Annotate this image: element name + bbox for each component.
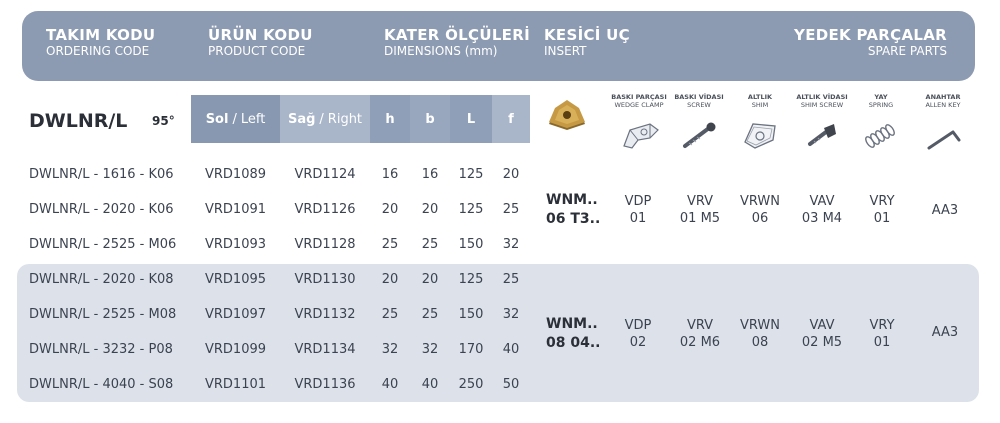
col-h-label: h	[385, 111, 395, 127]
cell-b: 20	[421, 202, 439, 217]
header-spare-parts-sub: SPARE PARTS	[867, 44, 947, 58]
col-b-label: b	[425, 111, 435, 127]
model-angle: 95°	[152, 114, 175, 128]
group-06-spring	[852, 193, 912, 227]
cell-f: 32	[502, 237, 520, 252]
cell-h: 25	[381, 237, 399, 252]
header-ordering-code	[46, 26, 155, 59]
group-06-screw	[670, 193, 730, 227]
cell-L: 125	[458, 272, 484, 287]
group-08-shim-screw-l1: VAV	[809, 318, 835, 333]
header-dimensions	[384, 26, 530, 59]
cell-product-right: VRD1130	[294, 272, 356, 287]
cell-product-right: VRD1134	[294, 342, 356, 357]
group-06-key: AA3	[931, 203, 959, 218]
group-06-insert	[546, 191, 600, 229]
spare-header-shim-tr: ALTLIK	[747, 93, 773, 101]
group-08-clamp-l2: 02	[629, 335, 647, 350]
cell-product-left: VRD1097	[204, 307, 267, 322]
col-right-sep: /	[319, 111, 324, 127]
col-left-en: Left	[240, 111, 266, 127]
group-06-insert-line1: WNM..	[546, 192, 598, 208]
group-06-screw-l1: VRV	[686, 194, 714, 209]
cell-h: 20	[381, 202, 399, 217]
group-08-shim-screw	[790, 317, 854, 351]
cell-b: 20	[421, 272, 439, 287]
cell-ordering-code: DWLNR/L - 4040 - S08	[29, 377, 174, 392]
spare-header-shim-screw-en: SHIM SCREW	[800, 101, 844, 109]
insert-icon	[545, 98, 589, 134]
header-dimensions-sub: DIMENSIONS (mm)	[384, 44, 498, 58]
col-header-left	[191, 95, 280, 143]
model-name: DWLNR/L	[29, 110, 128, 132]
col-L-label: L	[466, 111, 476, 127]
header-insert	[544, 26, 630, 59]
cell-f: 20	[502, 167, 520, 182]
spring-icon	[862, 118, 902, 152]
header-insert-title: KESİCİ UÇ	[544, 26, 630, 44]
cell-f: 25	[502, 202, 520, 217]
cell-product-left: VRD1093	[204, 237, 267, 252]
cell-product-left: VRD1095	[204, 272, 267, 287]
group-06-shim-l2: 06	[751, 211, 769, 226]
cell-b: 25	[421, 237, 439, 252]
spare-header-spring	[846, 93, 916, 109]
screw-icon	[679, 118, 719, 152]
col-right-tr: Sağ	[287, 111, 316, 127]
group-08-spring-l2: 01	[873, 335, 891, 350]
shim-icon	[739, 118, 781, 152]
cell-h: 40	[381, 377, 399, 392]
header-spare-parts	[794, 26, 947, 59]
cell-L: 170	[458, 342, 484, 357]
group-06-shim	[730, 193, 790, 227]
col-left-tr: Sol	[205, 111, 229, 127]
group-08-spring	[852, 317, 912, 351]
cell-f: 50	[502, 377, 520, 392]
cell-h: 16	[381, 167, 399, 182]
cell-product-left: VRD1091	[204, 202, 267, 217]
group-08-insert	[546, 315, 600, 353]
group-08-screw	[670, 317, 730, 351]
spare-header-key-tr: ANAHTAR	[925, 93, 961, 101]
header-insert-sub: INSERT	[544, 44, 587, 58]
group-08-screw-l2: 02 M6	[679, 335, 721, 350]
group-08-shim-l1: VRWN	[740, 318, 780, 333]
group-08-clamp	[608, 317, 668, 351]
group-08-shim-l2: 08	[751, 335, 769, 350]
group-06-insert-line2: 06 T3..	[546, 211, 601, 227]
cell-b: 32	[421, 342, 439, 357]
cell-product-left: VRD1089	[204, 167, 267, 182]
cell-L: 125	[458, 202, 484, 217]
cell-ordering-code: DWLNR/L - 1616 - K06	[29, 167, 174, 182]
group-06-clamp-l1: VDP	[624, 194, 652, 209]
spare-header-shim-screw-tr: ALTLIK VİDASI	[796, 93, 848, 101]
cell-product-right: VRD1126	[294, 202, 356, 217]
header-ordering-code-title: TAKIM KODU	[46, 26, 156, 44]
group-06-shim-l1: VRWN	[740, 194, 780, 209]
cell-h: 20	[381, 272, 399, 287]
col-header-h	[370, 95, 410, 143]
header-dimensions-title: KATER ÖLÇÜLERİ	[384, 26, 530, 44]
group-06-spring-l1: VRY	[869, 194, 895, 209]
cell-ordering-code: DWLNR/L - 2525 - M06	[29, 237, 177, 252]
header-product-code	[208, 26, 313, 59]
spare-header-screw-tr: BASKI VİDASI	[674, 93, 724, 101]
cell-L: 125	[458, 167, 484, 182]
cell-L: 150	[458, 307, 484, 322]
cell-product-left: VRD1099	[204, 342, 267, 357]
group-08-screw-l1: VRV	[686, 318, 714, 333]
spare-header-spring-tr: YAY	[874, 93, 888, 101]
cell-f: 40	[502, 342, 520, 357]
spare-header-clamp-en: WEDGE CLAMP	[614, 101, 664, 109]
col-header-f	[492, 95, 530, 143]
group-08-shim-screw-l2: 02 M5	[801, 335, 843, 350]
wedge-clamp-icon	[620, 118, 662, 152]
group-08-key: AA3	[931, 325, 959, 340]
cell-ordering-code: DWLNR/L - 2525 - M08	[29, 307, 177, 322]
header-product-code-sub: PRODUCT CODE	[208, 44, 306, 58]
group-08-clamp-l1: VDP	[624, 318, 652, 333]
group-08-insert-line1: WNM..	[546, 316, 598, 332]
shim-screw-icon	[802, 118, 842, 152]
cell-h: 32	[381, 342, 399, 357]
col-header-b	[410, 95, 450, 143]
col-left-sep: /	[232, 111, 237, 127]
header-banner	[22, 11, 975, 81]
header-ordering-code-sub: ORDERING CODE	[46, 44, 150, 58]
cell-ordering-code: DWLNR/L - 2020 - K08	[29, 272, 174, 287]
group-08-insert-line2: 08 04..	[546, 335, 601, 351]
group-06-shim-screw-l2: 03 M4	[801, 211, 843, 226]
header-product-code-title: ÜRÜN KODU	[208, 26, 313, 44]
allen-key-icon	[925, 118, 965, 152]
group-06-shim-screw-l1: VAV	[809, 194, 835, 209]
group-06-clamp-l2: 01	[629, 211, 647, 226]
cell-product-right: VRD1132	[294, 307, 356, 322]
col-f-label: f	[508, 111, 514, 127]
cell-product-right: VRD1128	[294, 237, 356, 252]
group-06-spring-l2: 01	[873, 211, 891, 226]
col-header-L	[450, 95, 492, 143]
header-spare-parts-title: YEDEK PARÇALAR	[794, 26, 947, 44]
spare-header-screw-en: SCREW	[687, 101, 711, 109]
cell-b: 16	[421, 167, 439, 182]
spare-header-spring-en: SPRING	[868, 101, 894, 109]
cell-b: 40	[421, 377, 439, 392]
cell-f: 25	[502, 272, 520, 287]
spare-header-shim-en: SHIM	[751, 101, 769, 109]
cell-b: 25	[421, 307, 439, 322]
cell-L: 150	[458, 237, 484, 252]
group-06-shim-screw	[790, 193, 854, 227]
spare-header-key	[908, 93, 978, 109]
spare-header-shim	[725, 93, 795, 109]
cell-h: 25	[381, 307, 399, 322]
cell-L: 250	[458, 377, 484, 392]
cell-ordering-code: DWLNR/L - 2020 - K06	[29, 202, 174, 217]
col-header-right	[280, 95, 370, 143]
cell-ordering-code: DWLNR/L - 3232 - P08	[29, 342, 173, 357]
group-08-shim	[730, 317, 790, 351]
col-right-en: Right	[327, 111, 363, 127]
group-06-screw-l2: 01 M5	[679, 211, 721, 226]
cell-product-left: VRD1101	[204, 377, 267, 392]
cell-f: 32	[502, 307, 520, 322]
group-06-clamp	[608, 193, 668, 227]
spare-header-key-en: ALLEN KEY	[925, 101, 961, 109]
spare-header-clamp-tr: BASKI PARÇASI	[611, 93, 667, 101]
cell-product-right: VRD1124	[294, 167, 356, 182]
spare-header-screw	[664, 93, 734, 109]
group-08-spring-l1: VRY	[869, 318, 895, 333]
cell-product-right: VRD1136	[294, 377, 356, 392]
